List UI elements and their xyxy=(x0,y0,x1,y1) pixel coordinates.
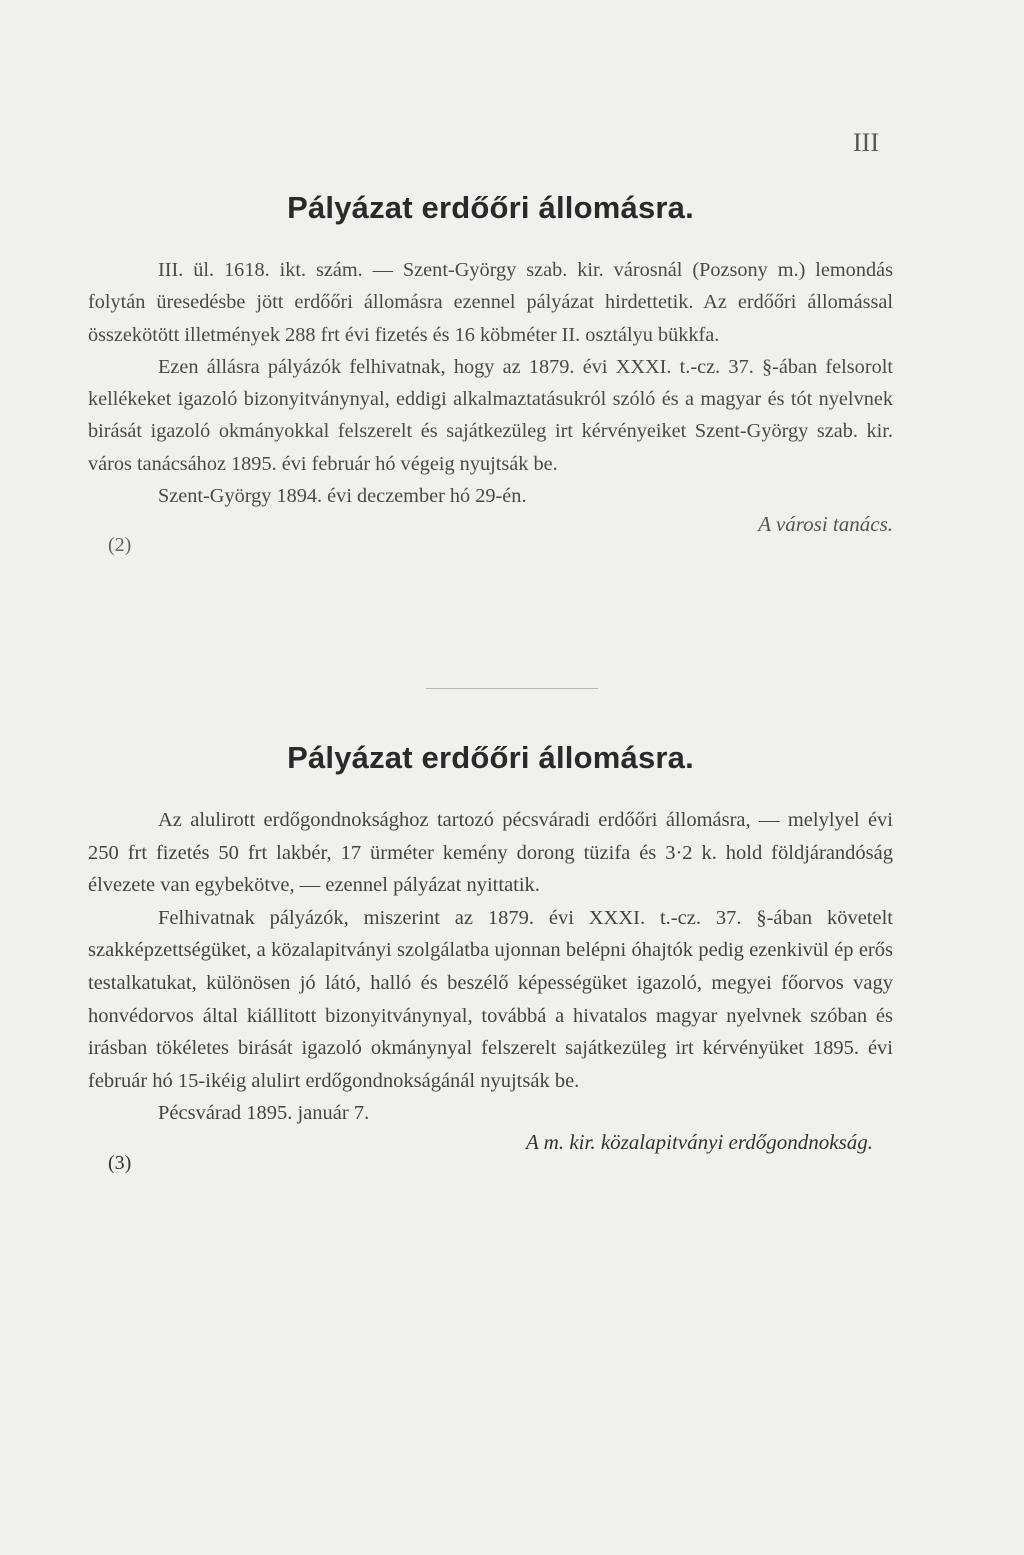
notice-date-line: Pécsvárad 1895. január 7. xyxy=(158,1102,370,1125)
section-divider xyxy=(426,688,598,689)
notice-paragraph: Felhivatnak pályázók, miszerint az 1879. évi XXXI. t.-cz. 37. §-ában követelt szakképzettségüket, a közalapitványi szolgálatba ujonnan belépni óhajtók pedig ezenkivül ép erős testalkatukat, különösen jó látó, halló és beszélő képességüket igazoló, megyei főorvos vagy honvédorvos által kiállitott bizonyitványnyal, továbbá a hivatalos magyar nyelvnek szóban és irásban tökéletes birását igazoló okmánynyal felszerelt sajátkezüleg irt kérvényüket 1895. évi február hó 15-ikéig alulirt erdőgondnokságánál nyujtsák be. xyxy=(88,906,893,1092)
notice-paragraph: Ezen állásra pályázók felhivatnak, hogy az 1879. évi XXXI. t.-cz. 37. §-ában felsorolt kellékeket igazoló bizonyitványnyal, eddigi alkalmaztatásukról szóló és a magyar és tót nyelvnek birását igazoló okmányokkal felszerelt és sajátkezüleg irt kérvényeiket Szent-György szab. kir. város tanácsához 1895. évi február hó végeig nyujtsák be. xyxy=(88,355,893,475)
notice-title: Pályázat erdőőri állomásra. xyxy=(287,740,694,775)
notice-paragraph: III. ül. 1618. ikt. szám. — Szent-György szab. kir. városnál (Pozsony m.) lemondás folytán üresedésbe jött erdőőri állomásra ezennel pályázat hirdettetik. Az erdőőri állomással összekötött illetmények 288 frt évi fizetés és 16 köbméter II. osztályu bükkfa. xyxy=(88,259,893,346)
notice-ref-number: (3) xyxy=(108,1151,132,1174)
notice-body xyxy=(88,804,893,1130)
notice-signature: A m. kir. közalapitványi erdőgondnokság. xyxy=(525,1129,873,1154)
signature-row xyxy=(88,1129,893,1174)
page-number: III xyxy=(853,128,879,157)
notice-ref-number: (2) xyxy=(108,534,132,557)
notice-signature: A városi tanács. xyxy=(758,512,893,537)
notice-body xyxy=(88,254,893,512)
notice-title: Pályázat erdőőri állomásra. xyxy=(287,190,694,225)
notice-date-line: Szent-György 1894. évi deczember hó 29-én. xyxy=(158,485,527,508)
notice-paragraph: Az alulirott erdőgondnoksághoz tartozó pécsváradi erdőőri állomásra, — melylyel évi 250 frt fizetés 50 frt lakbér, 17 ürméter kemény dorong tüzifa és 3·2 k. hold földjárandóság élvezete van egybekötve, — ezennel pályázat nyittatik. xyxy=(88,809,893,897)
signature-row xyxy=(88,512,893,557)
notice-forest-ranger-szent-gyorgy xyxy=(88,190,893,557)
notice-forest-ranger-pecsvarad xyxy=(88,740,893,1174)
